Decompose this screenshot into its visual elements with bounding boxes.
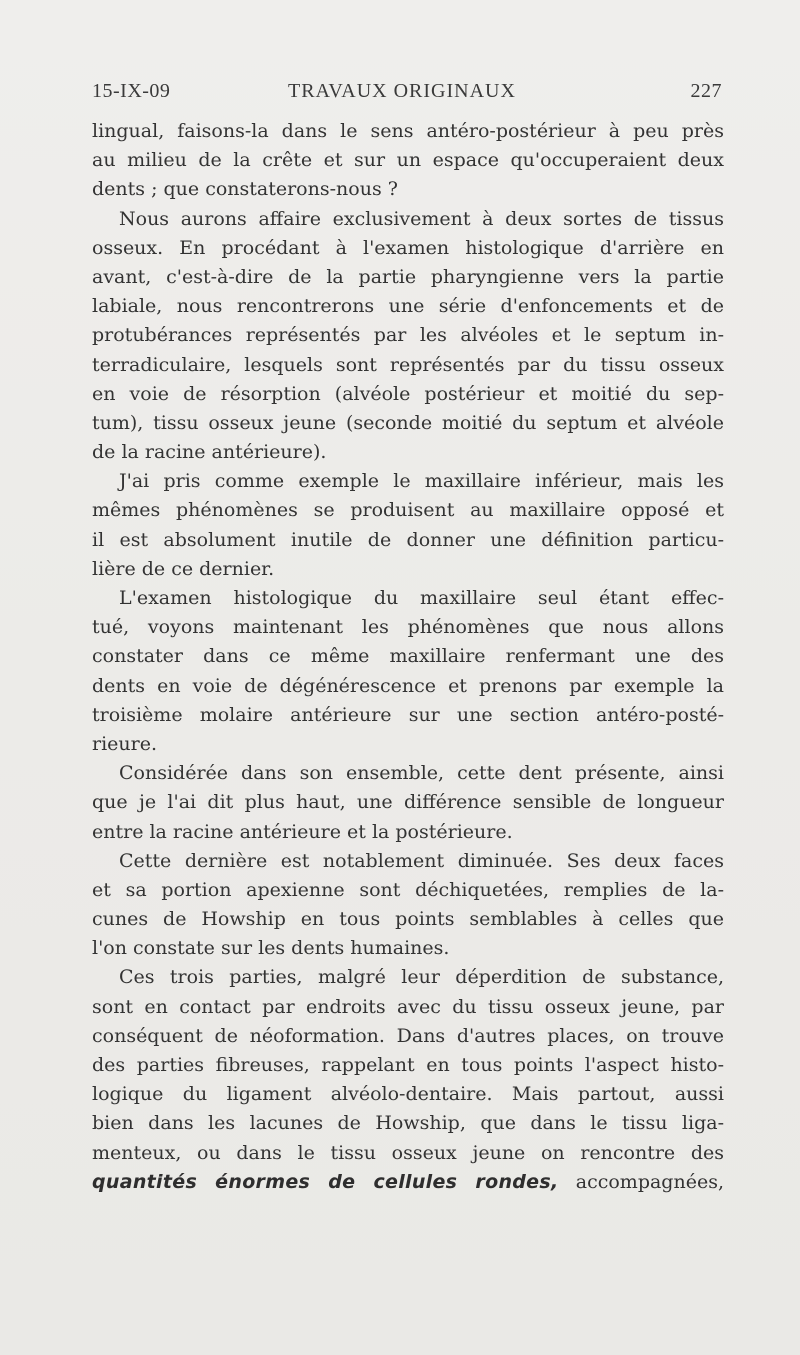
text-line: sont en contact par endroits avec du tissu osseux jeune, par bbox=[92, 995, 724, 1018]
text-line: Considérée dans son ensemble, cette dent présente, ainsi bbox=[119, 762, 724, 785]
body-text bbox=[92, 117, 724, 1197]
text-line: Nous aurons affaire exclusivement à deux sortes de tissus bbox=[119, 207, 724, 230]
text-line: bien dans les lacunes de Howship, que dans le tissu liga- bbox=[92, 1112, 724, 1135]
text-line-last bbox=[92, 1168, 724, 1197]
text-line: cunes de Howship en tous points semblables à celles que bbox=[92, 908, 724, 931]
text-line: labiale, nous rencontrerons une série d'enfoncements et de bbox=[92, 295, 724, 318]
text-line: Ces trois parties, malgré leur déperdition de substance, bbox=[119, 966, 724, 989]
text-line: logique du ligament alvéolo-dentaire. Mais partout, aussi bbox=[92, 1083, 724, 1106]
header-section-title: TRAVAUX ORIGINAUX bbox=[288, 80, 516, 102]
text-line: en voie de résorption (alvéole postérieur et moitié du sep- bbox=[92, 382, 724, 405]
text-line: protubérances représentés par les alvéoles et le septum in- bbox=[92, 324, 724, 347]
text-line: L'examen histologique du maxillaire seul étant effec- bbox=[119, 587, 724, 609]
text-line: Cette dernière est notablement diminuée. Ses deux faces bbox=[119, 849, 724, 872]
text-line: entre la racine antérieure et la postérieure. bbox=[92, 820, 513, 843]
text-line: tué, voyons maintenant les phénomènes que nous allons bbox=[92, 616, 724, 639]
running-header bbox=[92, 80, 722, 110]
text-line: terradiculaire, lesquels sont représentés par du tissu osseux bbox=[92, 353, 724, 376]
text-line: dents en voie de dégénérescence et prenons par exemple la bbox=[92, 674, 724, 697]
text-line: constater dans ce même maxillaire renfermant une des bbox=[92, 645, 724, 668]
header-date: 15-IX-09 bbox=[92, 80, 171, 102]
text-line: rieure. bbox=[92, 732, 158, 755]
text-line: l'on constate sur les dents humaines. bbox=[92, 937, 450, 960]
text-line: lingual, faisons-la dans le sens antéro-postérieur à peu près bbox=[92, 120, 724, 142]
text-line: conséquent de néoformation. Dans d'autres places, on trouve bbox=[92, 1024, 724, 1047]
text-line: il est absolument inutile de donner une définition particu- bbox=[92, 528, 724, 551]
text-line: que je l'ai dit plus haut, une différence sensible de longueur bbox=[92, 791, 724, 814]
text-line: mêmes phénomènes se produisent au maxillaire opposé et bbox=[92, 499, 724, 522]
text-line: de la racine antérieure). bbox=[92, 441, 327, 464]
text-line: dents ; que constaterons-nous ? bbox=[92, 178, 398, 201]
line-end-text: accompagnées, bbox=[575, 1170, 724, 1193]
text-line: des parties fibreuses, rappelant en tous points l'aspect histo- bbox=[92, 1054, 724, 1076]
text-line: au milieu de la crête et sur un espace qu'occuperaient deux bbox=[92, 149, 724, 172]
text-line: J'ai pris comme exemple le maxillaire inférieur, mais les bbox=[119, 470, 724, 493]
text-line: menteux, ou dans le tissu osseux jeune on rencontre des bbox=[92, 1141, 724, 1164]
text-line: lière de ce dernier. bbox=[92, 557, 275, 580]
text-line: avant, c'est-à-dire de la partie pharyngienne vers la partie bbox=[92, 265, 724, 288]
text-line: troisième molaire antérieure sur une section antéro-posté- bbox=[92, 703, 724, 726]
text-line: osseux. En procédant à l'examen histologique d'arrière en bbox=[92, 236, 724, 259]
text-line: et sa portion apexienne sont déchiquetées, remplies de la- bbox=[92, 878, 724, 901]
text-line: tum), tissu osseux jeune (seconde moitié du septum et alvéole bbox=[92, 411, 724, 434]
header-page-number: 227 bbox=[690, 80, 722, 102]
emphasized-phrase: quantités énormes de cellules rondes, bbox=[92, 1170, 559, 1193]
